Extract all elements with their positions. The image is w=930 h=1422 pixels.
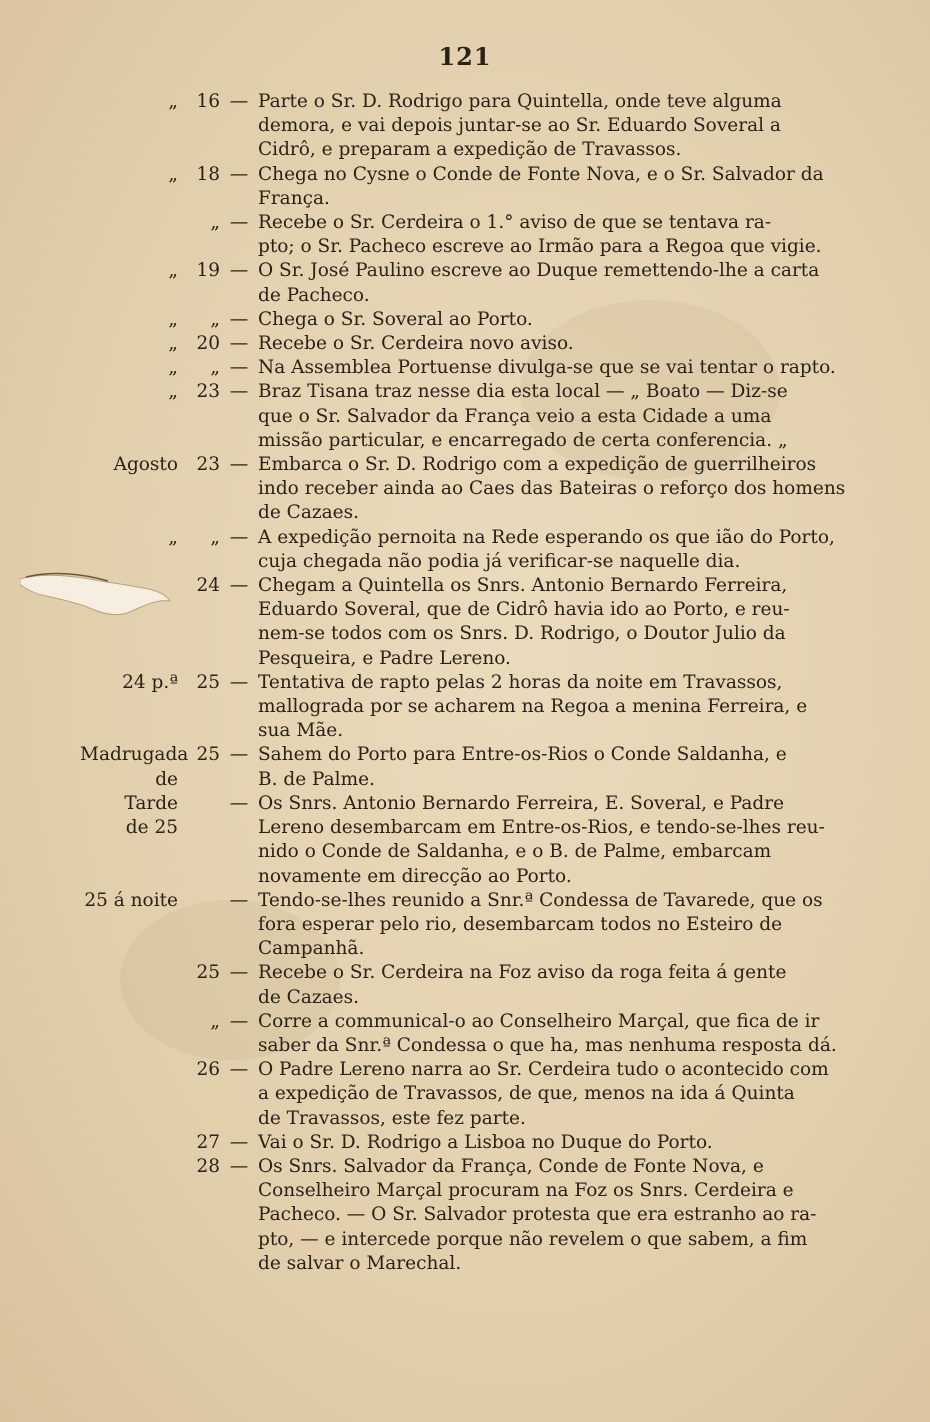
entry-date-label: [80, 792, 180, 889]
entry-text-line: de salvar o Marechal.: [258, 1252, 462, 1274]
chronology-entry: [80, 671, 855, 744]
entry-dash: —: [229, 163, 249, 185]
entry-text-line: mallograda por se acharem na Regoa a menina Ferreira, e: [258, 696, 808, 718]
entry-day: 19: [196, 260, 220, 282]
chronology-entry: [80, 163, 855, 211]
date-label-line: „: [168, 357, 178, 379]
entry-text-line: Eduardo Soveral, que de Cidrô havia ido ao Porto, e reu-: [258, 599, 790, 621]
entry-text-line: Chegam a Quintella os Snrs. Antonio Bernardo Ferreira,: [258, 575, 788, 597]
entry-text: [258, 211, 855, 259]
entry-text: [258, 308, 855, 332]
entry-text-line: Sahem do Porto para Entre-os-Rios o Conde Saldanha, e: [258, 744, 787, 766]
entry-day: 24: [196, 575, 220, 597]
entry-dash: —: [229, 308, 249, 330]
entry-text: [258, 1131, 855, 1155]
entry-date-label: [80, 1058, 180, 1131]
date-label-line: de 25: [125, 817, 178, 839]
entry-text-line: Os Snrs. Salvador da França, Conde de Fonte Nova, e: [258, 1155, 764, 1177]
entry-text: [258, 574, 855, 671]
entry-date-label: [80, 453, 180, 526]
entry-text-line: França.: [258, 187, 330, 209]
entry-text-line: nem-se todos com os Snrs. D. Rodrigo, o Doutor Julio da: [258, 623, 786, 645]
entry-text-line: Cidrô, e preparam a expedição de Travassos.: [258, 139, 682, 161]
entry-dash: —: [229, 260, 249, 282]
chronology-entry: [80, 211, 855, 259]
date-label-line: „: [168, 333, 178, 355]
entry-text-line: demora, e vai depois juntar-se ao Sr. Eduardo Soveral a: [258, 115, 781, 137]
entry-day: 18: [196, 163, 220, 185]
date-label-line: „: [168, 91, 178, 112]
entry-text-line: de Travassos, este fez parte.: [258, 1107, 526, 1129]
entry-text-line: Parte o Sr. D. Rodrigo para Quintella, onde teve alguma: [258, 91, 782, 112]
entry-text-line: Corre a communical-o ao Conselheiro Marçal, que fica de ir: [258, 1010, 820, 1032]
entry-text: [258, 961, 855, 1009]
entry-text-line: Recebe o Sr. Cerdeira novo aviso.: [258, 333, 574, 355]
entry-text-line: pto; o Sr. Pacheco escreve ao Irmão para a Regoa que vigie.: [258, 236, 822, 258]
entry-text-line: Recebe o Sr. Cerdeira o 1.° aviso de que se tentava ra-: [258, 212, 772, 234]
date-label-line: [80, 961, 178, 985]
entry-text-line: Chega o Sr. Soveral ao Porto.: [258, 308, 533, 330]
chronology-entry: [80, 1058, 855, 1131]
chronology-entry: [80, 1131, 855, 1155]
chronology-entry: [80, 1010, 855, 1058]
date-label-line: [80, 574, 178, 598]
date-label-line: Agosto: [113, 454, 178, 476]
entry-dash: —: [229, 454, 249, 476]
date-label-line: „: [168, 163, 178, 185]
entry-dash: —: [229, 889, 249, 911]
entry-date-label: [80, 332, 180, 356]
entry-text: [258, 453, 855, 526]
entry-text-line: novamente em direcção ao Porto.: [258, 865, 572, 887]
entry-dash: —: [229, 744, 249, 766]
chronology-entry: [80, 453, 855, 526]
entry-text-line: sua Mãe.: [258, 720, 344, 742]
entry-text-line: de Cazaes.: [258, 986, 359, 1008]
entry-text-line: Conselheiro Marçal procuram na Foz os Snrs. Cerdeira e: [258, 1180, 794, 1202]
entry-text-line: Recebe o Sr. Cerdeira na Foz aviso da roga feita á gente: [258, 962, 787, 984]
entry-dash: —: [229, 333, 249, 355]
entry-text-line: saber da Snr.ª Condessa o que ha, mas nenhuma resposta dá.: [258, 1034, 837, 1056]
entry-dash: —: [229, 91, 249, 112]
entry-day: „: [210, 212, 220, 234]
entry-day: 25: [196, 671, 220, 693]
entry-text-line: Braz Tisana traz nesse dia esta local — „ Boato — Diz-se: [258, 381, 788, 403]
date-label-line: „: [168, 260, 178, 282]
chronology-entry: [80, 1155, 855, 1276]
chronology-entry: [80, 332, 855, 356]
entry-date-label: [80, 574, 180, 671]
chronology-entry: [80, 259, 855, 307]
entry-date-label: [80, 1155, 180, 1276]
entry-day: 23: [196, 381, 220, 403]
chronology-entry: [80, 792, 855, 889]
entry-text-line: que o Sr. Salvador da França veio a esta Cidade a uma: [258, 405, 772, 427]
entry-text-line: fora esperar pelo rio, desembarcam todos no Esteiro de: [258, 913, 783, 935]
entry-dash: —: [229, 1010, 249, 1032]
entry-dash: —: [229, 671, 249, 693]
chronology-entry: [80, 574, 855, 671]
entry-day: 27: [196, 1131, 220, 1153]
entry-text-line: Lereno desembarcam em Entre-os-Rios, e tendo-se-lhes reu-: [258, 817, 825, 839]
entry-day: 25: [196, 744, 220, 766]
entry-date-label: [80, 356, 180, 380]
date-label-line: Madrugada: [80, 744, 189, 766]
entry-date-label: [80, 526, 180, 574]
entry-text-line: de Pacheco.: [258, 284, 370, 306]
entry-text: [258, 1058, 855, 1131]
date-label-line: „: [168, 526, 178, 548]
entry-dash: —: [229, 962, 249, 984]
entry-text-line: B. de Palme.: [258, 768, 375, 790]
entry-text-line: missão particular, e encarregado de certa conferencia. „: [258, 429, 788, 451]
entry-text: [258, 743, 855, 791]
entry-text-line: Chega no Cysne o Conde de Fonte Nova, e o Sr. Salvador da: [258, 163, 824, 185]
entry-text: [258, 1155, 855, 1276]
entry-dash: —: [229, 526, 249, 548]
date-label-line: [80, 211, 178, 235]
entry-text: [258, 90, 855, 163]
entry-text: [258, 792, 855, 889]
entry-day: „: [210, 1010, 220, 1032]
entry-text: [258, 1010, 855, 1058]
page-number: 121: [438, 42, 492, 71]
date-label-line: 25 á noite: [84, 889, 178, 911]
entry-dash: —: [229, 792, 249, 814]
entry-date-label: [80, 308, 180, 332]
entry-date-label: [80, 1131, 180, 1155]
entry-text-line: Pacheco. — O Sr. Salvador protesta que era estranho ao ra-: [258, 1204, 817, 1226]
entry-date-label: [80, 671, 180, 744]
entry-day: 20: [196, 333, 220, 355]
entry-date-label: [80, 211, 180, 259]
entry-text-line: cuja chegada não podia já verificar-se naquelle dia.: [258, 550, 741, 572]
entry-dash: —: [229, 1155, 249, 1177]
chronology-entry: [80, 526, 855, 574]
entry-text-line: Tendo-se-lhes reunido a Snr.ª Condessa de Tavarede, que os: [258, 889, 823, 911]
entry-day: 25: [196, 962, 220, 984]
date-label-line: Tarde: [124, 792, 178, 814]
date-label-line: „: [168, 381, 178, 403]
date-label-line: [80, 1155, 178, 1179]
entry-text-line: Campanhã.: [258, 938, 365, 960]
entry-day: „: [210, 308, 220, 330]
entry-text-line: Os Snrs. Antonio Bernardo Ferreira, E. Soveral, e Padre: [258, 792, 785, 814]
entry-dash: —: [229, 212, 249, 234]
entry-day: 26: [196, 1059, 220, 1081]
entry-day: [180, 889, 220, 962]
chronology-entry: [80, 743, 855, 791]
entry-date-label: [80, 259, 180, 307]
entry-dash: —: [229, 357, 249, 379]
entry-text: [258, 526, 855, 574]
entry-text-line: Embarca o Sr. D. Rodrigo com a expedição de guerrilheiros: [258, 454, 817, 476]
entry-day: 28: [196, 1155, 220, 1177]
entry-text: [258, 671, 855, 744]
entry-dash: —: [229, 381, 249, 403]
entry-dash: —: [229, 1131, 249, 1153]
entry-day: 16: [196, 91, 220, 112]
entry-text: [258, 356, 855, 380]
entry-text: [258, 380, 855, 453]
entry-day: „: [210, 357, 220, 379]
chronology-entry: [80, 90, 855, 163]
entry-date-label: [80, 1010, 180, 1058]
entry-text-line: Vai o Sr. D. Rodrigo a Lisboa no Duque do Porto.: [258, 1131, 713, 1153]
entry-day: [180, 792, 220, 889]
entry-date-label: [80, 743, 189, 791]
entry-text-line: Tentativa de rapto pelas 2 horas da noite em Travassos,: [258, 671, 783, 693]
entry-date-label: [80, 961, 180, 1009]
chronology-entry: [80, 380, 855, 453]
entry-text-line: a expedição de Travassos, de que, menos na ida á Quinta: [258, 1083, 795, 1105]
entry-text-line: O Padre Lereno narra ao Sr. Cerdeira tudo o acontecido com: [258, 1059, 829, 1081]
entry-text: [258, 259, 855, 307]
entry-day: „: [210, 526, 220, 548]
entry-text-line: indo receber ainda ao Caes das Bateiras o reforço dos homens: [258, 478, 846, 500]
entry-text-line: Pesqueira, e Padre Lereno.: [258, 647, 511, 669]
date-label-line: [80, 1131, 178, 1155]
entry-text-line: nido o Conde de Saldanha, e o B. de Palme, embarcam: [258, 841, 772, 863]
entry-text: [258, 889, 855, 962]
entry-date-label: [80, 163, 180, 211]
entry-text: [258, 163, 855, 211]
chronology-list: [80, 90, 855, 1276]
entry-text-line: pto, — e intercede porque não revelem o que sabem, a fim: [258, 1228, 808, 1250]
entry-dash: —: [229, 575, 249, 597]
entry-day: 23: [196, 454, 220, 476]
entry-text-line: de Cazaes.: [258, 502, 359, 524]
chronology-entry: [80, 308, 855, 332]
chronology-entry: [80, 889, 855, 962]
date-label-line: [80, 1058, 178, 1082]
date-label-line: de: [155, 768, 178, 790]
entry-text-line: O Sr. José Paulino escreve ao Duque remettendo-lhe a carta: [258, 260, 820, 282]
entry-date-label: [80, 380, 180, 453]
chronology-entry: [80, 961, 855, 1009]
date-label-line: [80, 1010, 178, 1034]
chronology-entry: [80, 356, 855, 380]
entry-text-line: A expedição pernoita na Rede esperando os que ião do Porto,: [258, 526, 835, 548]
entry-text-line: Na Assemblea Portuense divulga-se que se vai tentar o rapto.: [258, 357, 836, 379]
entry-date-label: [80, 889, 180, 962]
date-label-line: 24 p.ª: [122, 671, 178, 693]
entry-date-label: [80, 90, 180, 163]
date-label-line: „: [168, 308, 178, 330]
entry-text: [258, 332, 855, 356]
entry-dash: —: [229, 1059, 249, 1081]
